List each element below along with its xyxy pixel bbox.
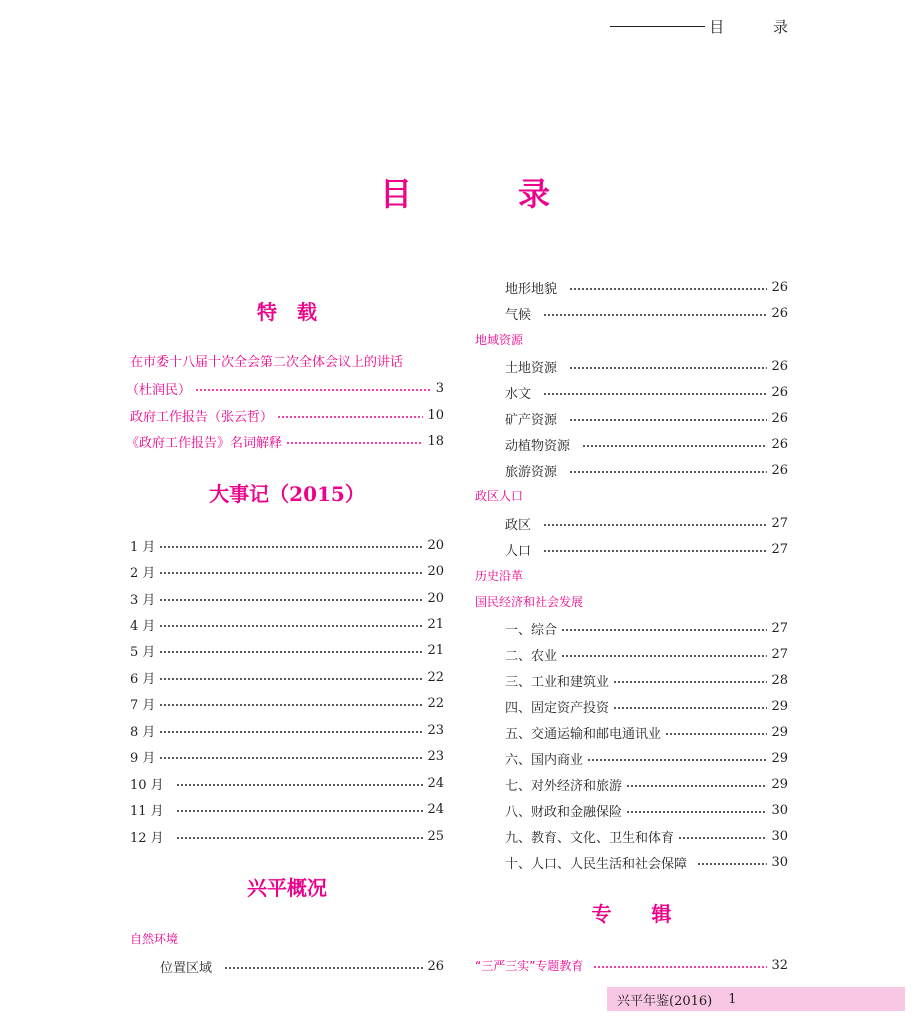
entry-page: 29: [771, 776, 788, 792]
page-title-left: 目: [380, 175, 413, 213]
entry-page: 26: [771, 384, 788, 400]
dot-leader: [561, 655, 767, 657]
toc-entry-economy[interactable]: [505, 697, 788, 715]
toc-entry-resource[interactable]: [505, 409, 788, 427]
entry-page: 29: [771, 698, 788, 714]
entry-page: 21: [427, 642, 444, 658]
page-title: [380, 170, 550, 214]
entry-label: 1 月: [130, 539, 156, 554]
dot-leader: [159, 651, 423, 653]
entry-label: 动植物资源: [505, 438, 571, 453]
entry-page: 25: [427, 828, 444, 844]
dot-leader: [543, 393, 767, 395]
footer-page-number: 1: [728, 991, 737, 1007]
subsection-title-lishi[interactable]: 历史沿革: [475, 569, 524, 583]
dot-leader: [543, 524, 767, 526]
entry-label: 政区: [505, 517, 532, 532]
entry-label: 五、交通运输和邮电通讯业: [505, 726, 662, 741]
subsection-title-ziran: 自然环境: [130, 932, 179, 946]
dot-leader: [582, 445, 767, 447]
dot-leader: [159, 625, 423, 627]
entry-label: 7 月: [130, 697, 156, 712]
toc-entry-month[interactable]: [130, 827, 444, 845]
dot-leader: [543, 314, 767, 316]
toc-entry-resource[interactable]: [505, 435, 788, 453]
entry-page: 32: [771, 957, 788, 973]
entry-label: 8 月: [130, 724, 156, 739]
toc-entry-month[interactable]: [130, 536, 444, 554]
entry-label: “三严三实”专题教育: [475, 958, 584, 973]
entry-page: 30: [771, 828, 788, 844]
dot-leader: [195, 389, 432, 391]
dot-leader: [678, 837, 767, 839]
toc-entry-economy[interactable]: [505, 723, 788, 741]
entry-label: 《政府工作报告》名词解释: [126, 435, 283, 450]
dot-leader: [626, 811, 767, 813]
toc-entry-work-report[interactable]: [130, 406, 444, 424]
entry-label: 四、固定资产投资: [505, 700, 610, 715]
toc-entry-economy[interactable]: [505, 619, 788, 637]
entry-page: 26: [771, 279, 788, 295]
toc-entry-resource[interactable]: [505, 461, 788, 479]
dot-leader: [176, 810, 424, 812]
entry-label: 10 月: [130, 777, 164, 792]
dot-leader: [176, 784, 424, 786]
entry-page: 22: [427, 669, 444, 685]
entry-page: 10: [427, 407, 444, 423]
entry-label: 9 月: [130, 750, 156, 765]
dot-leader: [665, 733, 767, 735]
entry-label: 位置区域: [160, 960, 213, 975]
entry-page: 29: [771, 724, 788, 740]
toc-entry-month[interactable]: [130, 562, 444, 580]
header-text: 目 录: [709, 17, 810, 36]
entry-page: 24: [427, 801, 444, 817]
entry-page: 18: [427, 433, 444, 449]
entry-label: 6 月: [130, 671, 156, 686]
header-rule: [610, 26, 705, 27]
dot-leader: [159, 599, 423, 601]
section-title-dashiji: 大事记（2015）: [209, 482, 365, 506]
toc-entry-speech-author[interactable]: [126, 379, 444, 397]
toc-entry-economy[interactable]: [505, 775, 788, 793]
dot-leader: [159, 546, 423, 548]
entry-page: 3: [435, 380, 444, 396]
entry-page: 27: [771, 515, 788, 531]
entry-page: 27: [771, 541, 788, 557]
dot-leader: [613, 707, 767, 709]
entry-label: 矿产资源: [505, 412, 558, 427]
entry-label: 政府工作报告（张云哲）: [130, 409, 274, 424]
entry-label: 六、国内商业: [505, 752, 584, 767]
entry-label: 4 月: [130, 618, 156, 633]
entry-page: 22: [427, 695, 444, 711]
entry-page: 20: [427, 563, 444, 579]
toc-entry-terrain[interactable]: [505, 278, 788, 296]
subsection-title-diyu: 地域资源: [475, 333, 524, 347]
toc-entry-climate[interactable]: [505, 304, 788, 322]
entry-label: 12 月: [130, 830, 164, 845]
entry-page: 20: [427, 537, 444, 553]
page-footer: [607, 987, 905, 1011]
toc-entry-resource[interactable]: [505, 357, 788, 375]
dot-leader: [224, 967, 423, 969]
dot-leader: [159, 678, 423, 680]
dot-leader: [697, 863, 767, 865]
page-title-right: 录: [517, 175, 550, 213]
entry-page: 27: [771, 646, 788, 662]
toc-entry-economy[interactable]: [505, 749, 788, 767]
entry-page: 26: [771, 410, 788, 426]
dot-leader: [159, 731, 423, 733]
entry-page: 21: [427, 616, 444, 632]
dot-leader: [569, 419, 767, 421]
entry-label: 人口: [505, 543, 532, 558]
entry-label: 二、农业: [505, 648, 558, 663]
toc-entry-district[interactable]: [505, 514, 788, 532]
entry-label: 水文: [505, 386, 532, 401]
dot-leader: [543, 550, 767, 552]
entry-page: 26: [771, 462, 788, 478]
entry-label: 八、财政和金融保险: [505, 804, 623, 819]
entry-page: 30: [771, 802, 788, 818]
dot-leader: [593, 966, 767, 968]
entry-label: （杜润民）: [126, 382, 192, 397]
entry-label: 3 月: [130, 592, 156, 607]
entry-page: 26: [771, 358, 788, 374]
section-title-gaikuang: 兴平概况: [247, 876, 327, 900]
footer-book-title: 兴平年鉴(2016): [617, 993, 713, 1009]
toc-entry-month[interactable]: [130, 774, 444, 792]
dot-leader: [286, 442, 423, 444]
dot-leader: [159, 572, 423, 574]
dot-leader: [159, 757, 423, 759]
dot-leader: [569, 288, 767, 290]
entry-page: 27: [771, 620, 788, 636]
entry-label: 旅游资源: [505, 464, 558, 479]
dot-leader: [587, 759, 767, 761]
toc-entry-economy[interactable]: [505, 645, 788, 663]
toc-entry-economy[interactable]: [505, 801, 788, 819]
toc-entry-economy[interactable]: [505, 671, 788, 689]
entry-label: 十、人口、人民生活和社会保障: [505, 856, 688, 871]
entry-label: 一、综合: [505, 622, 558, 637]
toc-entry-economy[interactable]: [505, 853, 788, 871]
toc-entry-month[interactable]: [130, 800, 444, 818]
entry-label: 2 月: [130, 565, 156, 580]
dot-leader: [613, 681, 767, 683]
toc-entry-sanyan[interactable]: [475, 956, 788, 974]
toc-entry-month[interactable]: [130, 615, 444, 633]
entry-page: 28: [771, 672, 788, 688]
toc-entry-speech[interactable]: 在市委十八届十次全会第二次全体会议上的讲话: [130, 355, 404, 370]
running-header: [610, 14, 810, 38]
dot-leader: [561, 629, 767, 631]
entry-page: 29: [771, 750, 788, 766]
dot-leader: [159, 704, 423, 706]
subsection-title-zhengqu: 政区人口: [475, 489, 524, 503]
dot-leader: [626, 785, 767, 787]
entry-label: 土地资源: [505, 360, 558, 375]
dot-leader: [176, 837, 424, 839]
section-title-zhuanji: 专 辑: [591, 902, 672, 926]
subsection-title-guomin: 国民经济和社会发展: [475, 595, 584, 609]
entry-label: 地形地貌: [505, 281, 558, 296]
entry-page: 26: [771, 436, 788, 452]
entry-page: 20: [427, 590, 444, 606]
toc-entry-month[interactable]: [130, 668, 444, 686]
toc-entry-location[interactable]: [160, 957, 444, 975]
dot-leader: [569, 471, 767, 473]
entry-page: 24: [427, 775, 444, 791]
section-title-tezai: 特 载: [257, 300, 317, 324]
entry-label: 气候: [505, 307, 532, 322]
entry-page: 30: [771, 854, 788, 870]
toc-entry-month[interactable]: [130, 721, 444, 739]
dot-leader: [569, 367, 767, 369]
toc-entry-population[interactable]: [505, 540, 788, 558]
toc-entry-month[interactable]: [130, 641, 444, 659]
toc-entry-resource[interactable]: [505, 383, 788, 401]
entry-label: 11 月: [130, 803, 164, 818]
toc-entry-economy[interactable]: [505, 827, 788, 845]
entry-page: 23: [427, 722, 444, 738]
entry-label: 九、教育、文化、卫生和体育: [505, 830, 675, 845]
entry-page: 26: [427, 958, 444, 974]
toc-entry-glossary[interactable]: [126, 432, 444, 450]
entry-page: 26: [771, 305, 788, 321]
toc-entry-month[interactable]: [130, 747, 444, 765]
entry-label: 三、工业和建筑业: [505, 674, 610, 689]
entry-label: 七、对外经济和旅游: [505, 778, 623, 793]
dot-leader: [277, 416, 423, 418]
entry-label: 5 月: [130, 644, 156, 659]
toc-entry-month[interactable]: [130, 694, 444, 712]
entry-page: 23: [427, 748, 444, 764]
toc-entry-month[interactable]: [130, 589, 444, 607]
